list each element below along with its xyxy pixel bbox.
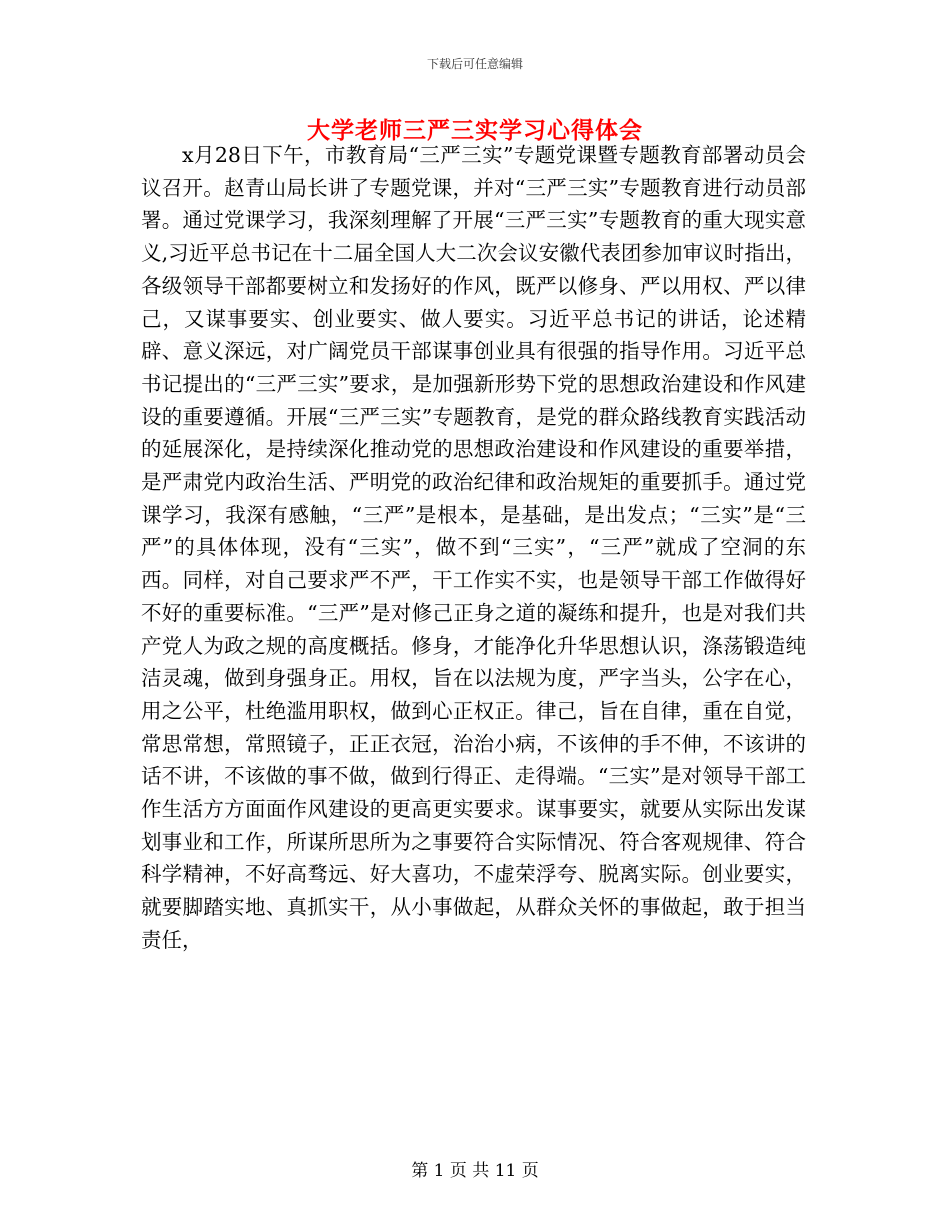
body-paragraph: x月28日下午，市教育局“三严三实”专题党课暨专题教育部署动员会议召开。赵青山局长讲了专题党课，并对“三严三实”专题教育进行动员部署。通过党课学习，我深刻理解了开展“三严三实”专题教育的重大现实意义,习近平总书记在十二届全国人大二次会议安徽代表团参加审议时指出，各级领导干部都要树立和发扬好的作风，既严以修身、严以用权、严以律己，又谋事要实、创业要实、做人要实。习近平总书记的讲话，论述精辟、意义深远，对广阔党员干部谋事创业具有很强的指导作用。习近平总书记提出的“三严三实”要求，是加强新形势下党的思想政治建设和作风建设的重要遵循。开展“三严三实”专题教育，是党的群众路线教育实践活动的延展深化，是持续深化推动党的思想政治建设和作风建设的重要举措，是严肃党内政治生活、严明党的政治纪律和政治规矩的重要抓手。通过党课学习，我深有感触，“三严”是根本，是基础，是出发点；“三实”是“三严”的具体体现，没有“三实”，做不到“三实”，“三严”就成了空洞的东西。同样，对自己要求严不严，干工作实不实，也是领导干部工作做得好不好的重要标准。“三严”是对修己正身之道的凝练和提升，也是对我们共产党人为政之规的高度概括。修身，才能净化升华思想认识，涤荡锻造纯洁灵魂，做到身强身正。用权，旨在以法规为度，严字当头，公字在心，用之公平，杜绝滥用职权，做到心正权正。律己，旨在自律，重在自觉，常思常想，常照镜子，正正衣冠，治治小病，不该伸的手不伸，不该讲的话不讲，不该做的事不做，做到行得正、走得端。“三实”是对领导干部工作生活方方面面作风建设的更高更实要求。谋事要实，就要从实际出发谋划事业和工作，所谋所思所为之事要符合实际情况、符合客观规律、符合科学精神，不好高骛远、好大喜功，不虚荣浮夸、脱离实际。创业要实，就要脚踏实地、真抓实干，从小事做起，从群众关怀的事做起，敢于担当责任， — [141, 143, 806, 952]
document-title: 大学老师三严三实学习心得体会 — [307, 117, 643, 144]
page-header-note: 下载后可任意编辑 — [426, 57, 523, 71]
page-number: 第 1 页 共 11 页 — [411, 1161, 539, 1181]
